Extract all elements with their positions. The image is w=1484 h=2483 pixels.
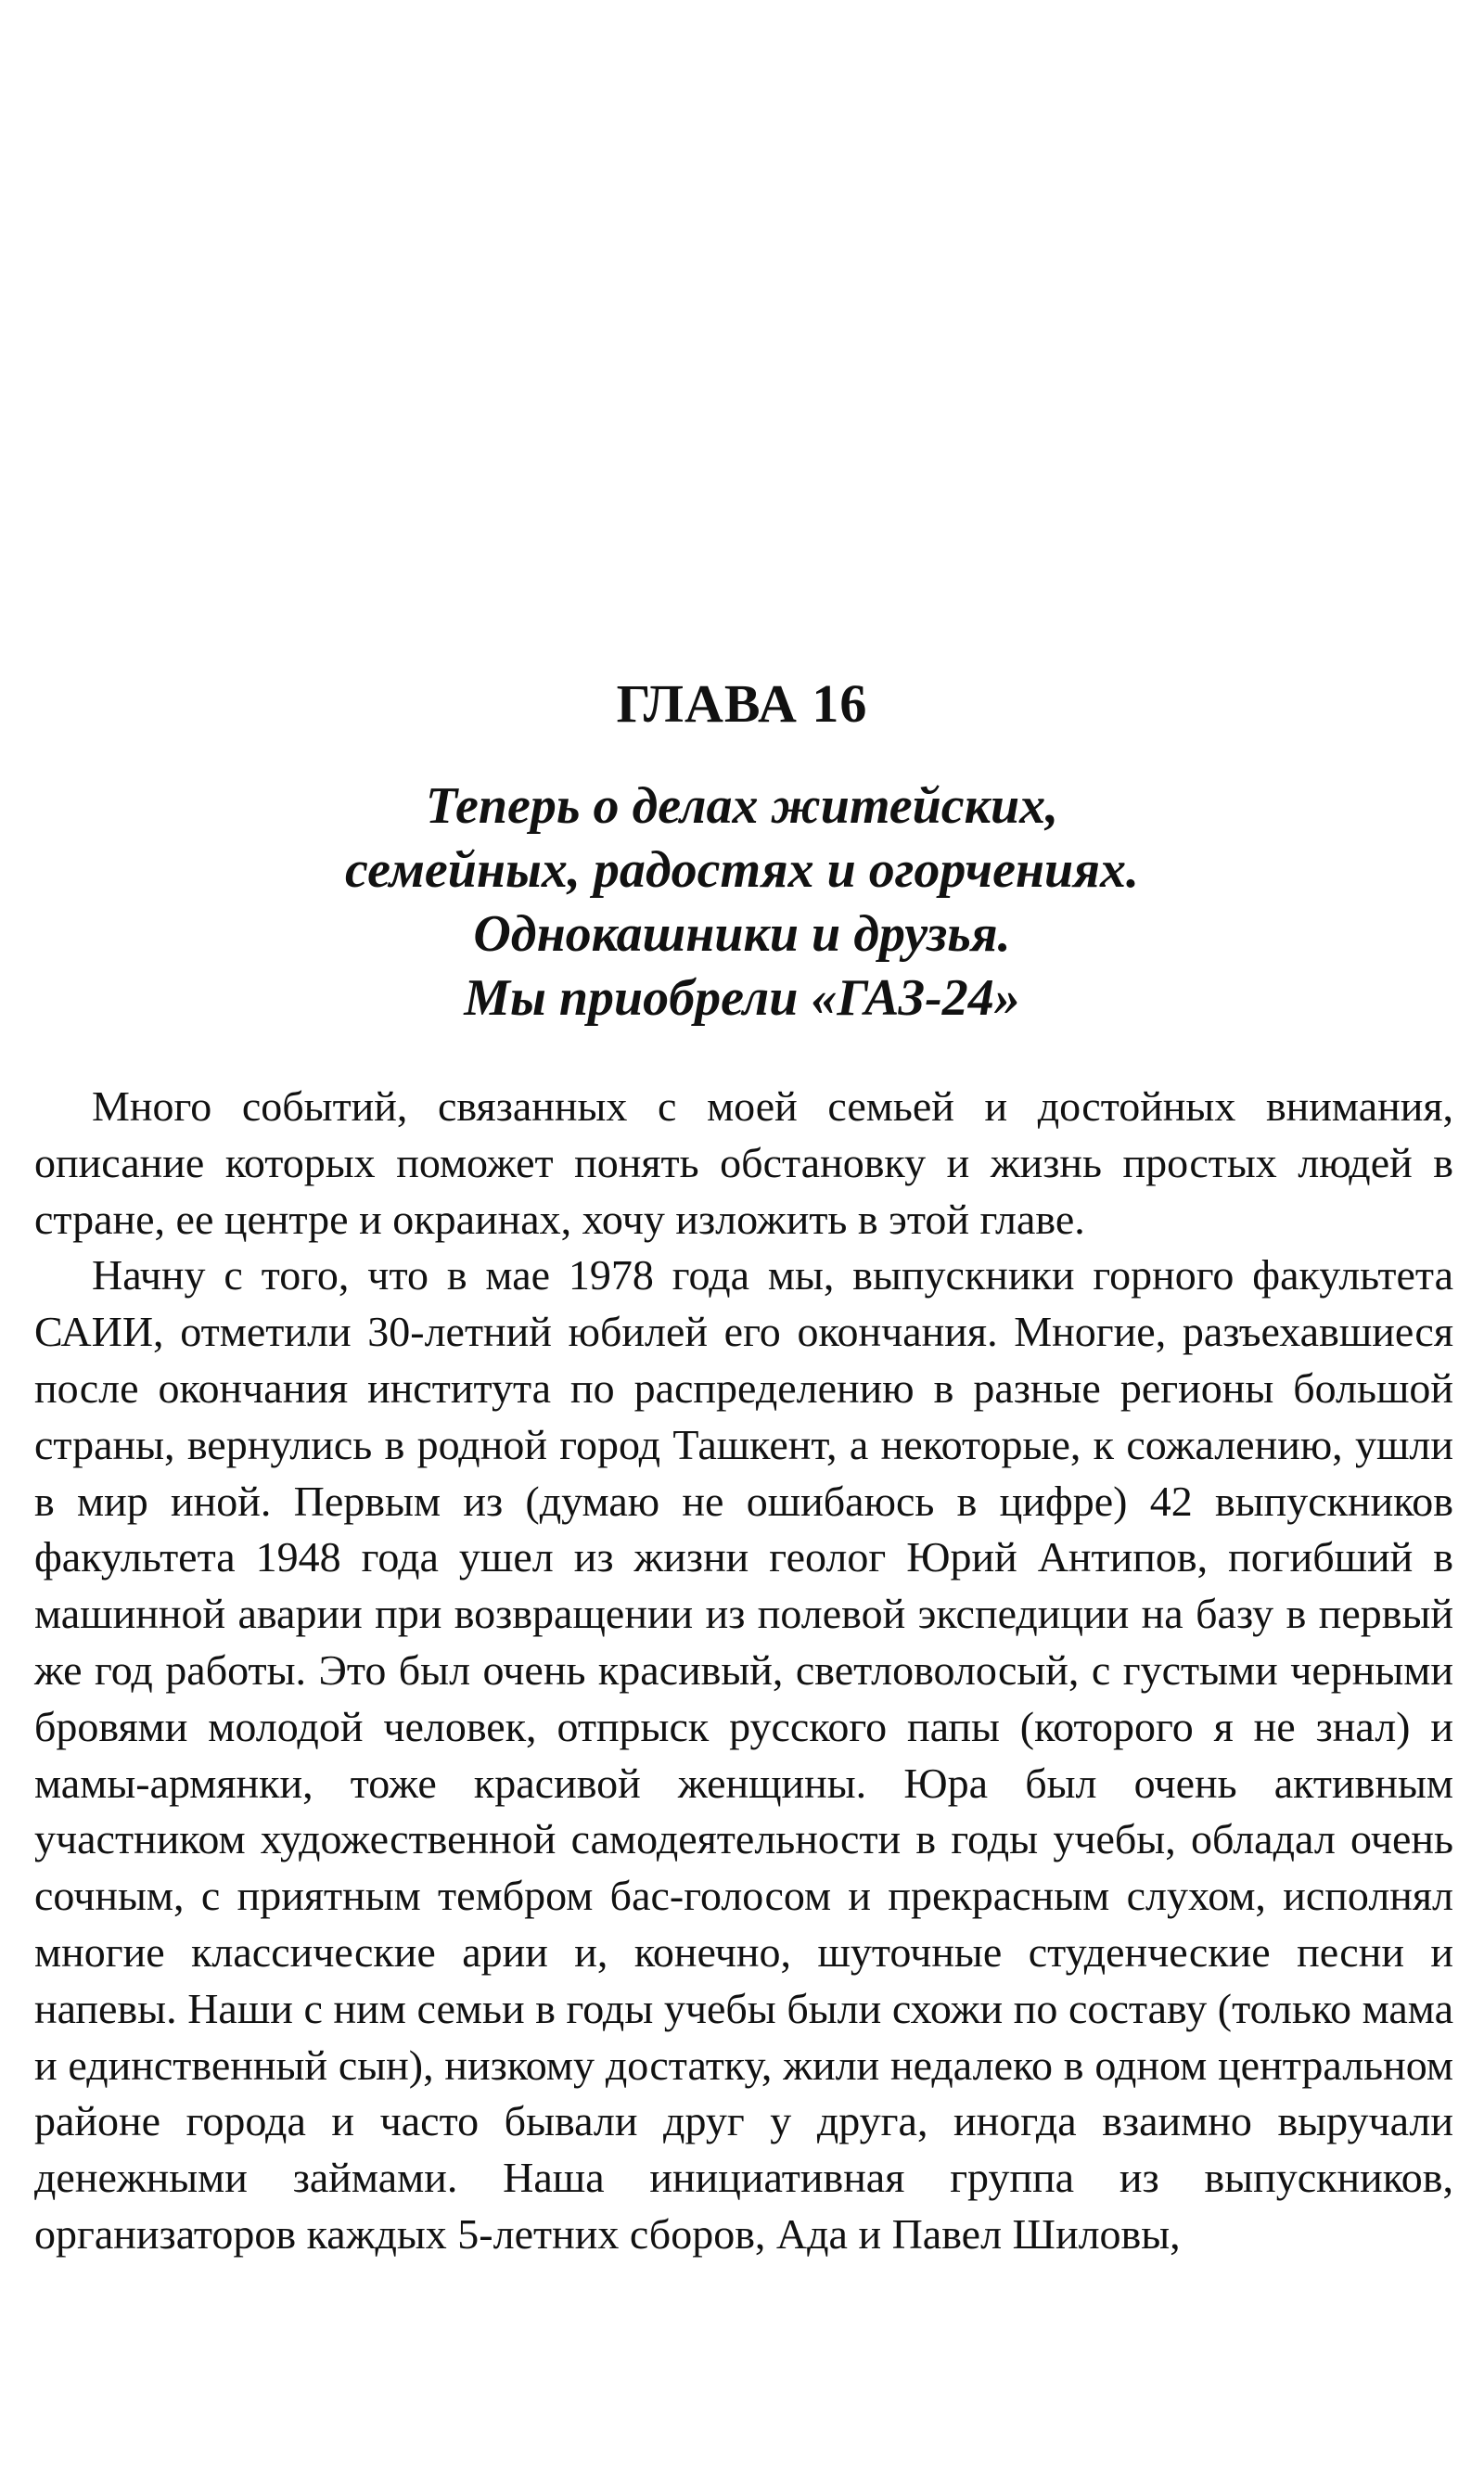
paragraph: Много событий, связанных с моей семьей и достойных внимания, описание которых поможет понять обстановку и жизнь простых людей в стране, ее центре и окраинах, хочу изложить в этой главе.	[34, 1082, 1453, 1243]
subtitle-line: семейных, радостях и огорчениях.	[344, 841, 1140, 899]
chapter-subtitle	[0, 774, 1484, 1030]
paragraph: Начну с того, что в мае 1978 года мы, выпускники горного факультета САИИ, отметили 30-летний юбилей его окончания. Многие, разъехавшиеся после окончания института по распределению в разные регионы большой страны, вернулись в родной город Ташкент, а некоторые, к сожалению, ушли в мир иной. Первым из (думаю не ошибаюсь в цифре) 42 выпускников факультета 1948 года ушел из жизни геолог Юрий Антипов, погибший в машинной аварии при возвращении из полевой экспедиции на базу в первый же год работы. Это был очень красивый, светловолосый, с густыми черными бровями молодой человек, отпрыск русского папы (которого я не знал) и мамы-армянки, тоже красивой женщины. Юра был очень активным участником художественной самодеятельности в годы учебы, обладал очень сочным, с приятным тембром бас-голосом и прекрасным слухом, исполнял многие классические арии и, конечно, шуточные студенческие песни и напевы. Наши с ним семьи в годы учебы были схожи по составу (только мама и единственный сын), низкому достатку, жили недалеко в одном центральном районе города и часто бывали друг у друга, иногда взаимно выручали денежными займами. Наша инициативная группа из выпускников, организаторов каждых 5-летних сборов, Ада и Павел Шиловы,	[34, 1251, 1453, 2258]
chapter-title: ГЛАВА 16	[616, 673, 868, 734]
body-text	[34, 1079, 1453, 2263]
subtitle-line: Однокашники и друзья.	[473, 905, 1011, 963]
subtitle-line: Мы приобрели «ГАЗ-24»	[464, 969, 1020, 1027]
subtitle-line: Теперь о делах житейских,	[425, 777, 1059, 835]
